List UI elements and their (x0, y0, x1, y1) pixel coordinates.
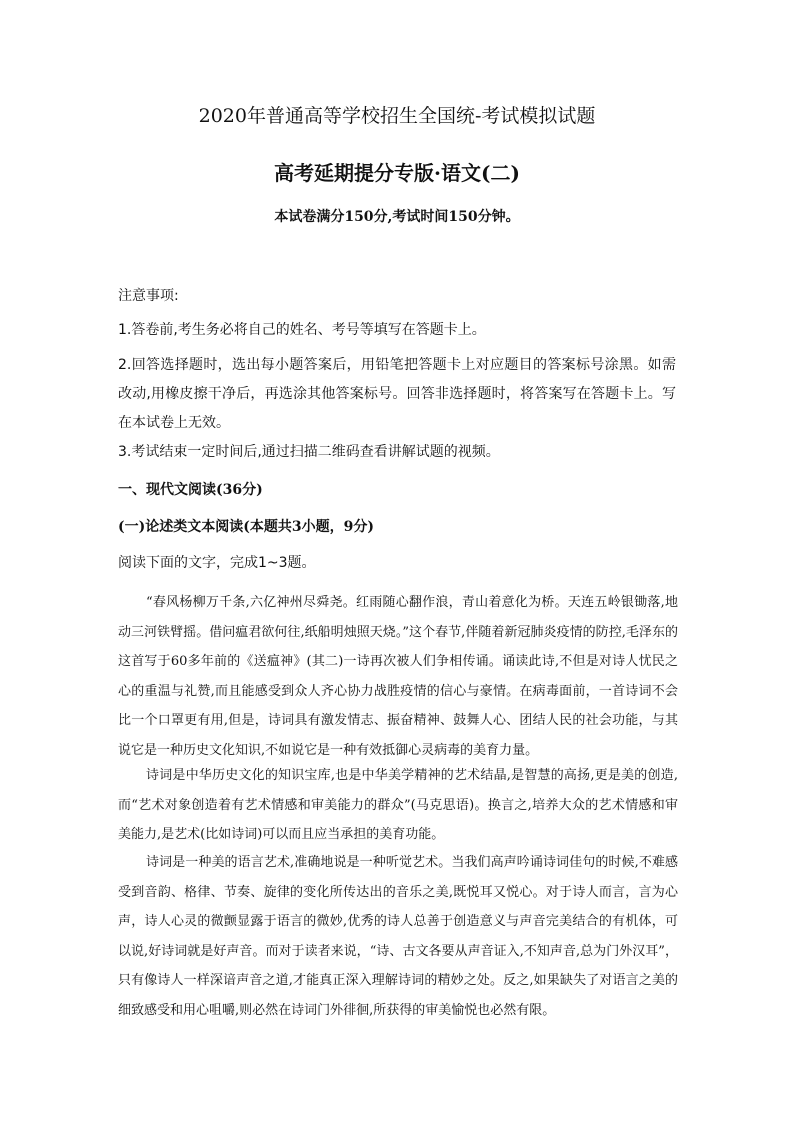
notice-item-1: 1.答卷前,考生务必将自己的姓名、考号等填写在答题卡上。 (118, 322, 486, 338)
passage-paragraph-3: 诗词是一种美的语言艺术,准确地说是一种听觉艺术。当我们高声吟诵诗词佳句的时候,不难感受到音韵、格律、节奏、旋律的变化所传达出的音乐之美,既悦耳又悦心。对于诗人而言，言为心声，诗人心灵的微颤显露于语言的微妙,优秀的诗人总善于创造意义与声音完美结合的有机体，可以说,好诗词就是好声音。而对于读者来说，“诗、古文各要从声音证入,不知声音,总为门外汉耳”，只有像诗人一样深谙声音之道,才能真正深入理解诗词的精妙之处。反之,如果缺失了对语言之美的细致感受和用心咀嚼,则必然在诗词门外徘徊,所获得的审美愉悦也必然有限。 (118, 855, 678, 1018)
notice-item-3: 3.考试结束一定时间后,通过扫描二维码查看讲解试题的视频。 (118, 444, 500, 460)
exam-info: 本试卷满分150分,考试时间150分钟。 (274, 209, 520, 225)
passage-paragraph-1: “春风杨柳万千条,六亿神州尽舜尧。红雨随心翻作浪，青山着意化为桥。天连五岭银锄落,地动三河铁臂摇。借问瘟君欲何往,纸船明烛照天烧。”这个春节,伴随着新冠肺炎疫情的防控,毛泽东的这首写于60多年前的《送瘟神》(其二)一诗再次被人们争相传诵。诵读此诗,不但是对诗人忧民之心的重温与礼赞,而且能感受到众人齐心协力战胜疫情的信心与豪情。在病毒面前，一首诗词不会比一个口罩更有用,但是，诗词具有激发情志、振奋精神、鼓舞人心、团结人民的社会功能，与其说它是一种历史文化知识,不如说它是一种有效抵御心灵病毒的美育力量。 (118, 595, 678, 758)
notice-item-2: 2.回答选择题时，选出每小题答案后，用铅笔把答题卡上对应题目的答案标号涂黑。如需改动,用橡皮擦干净后，再选涂其他答案标号。回答非选择题时，将答案写在答题卡上。写在本试卷上无效。 (118, 357, 676, 431)
document-title: 2020年普通高等学校招生全国统-考试模拟试题 (198, 105, 596, 127)
section-heading: 一、现代文阅读(36分) (118, 482, 263, 498)
passage-paragraph-2: 诗词是中华历史文化的知识宝库,也是中华美学精神的艺术结晶,是智慧的高扬,更是美的创造,而“艺术对象创造着有艺术情感和审美能力的群众”(马克思语)。换言之,培养大众的艺术情感和审美能力,是艺术(比如诗词)可以而且应当承担的美育功能。 (118, 768, 678, 842)
notice-heading: 注意事项: (118, 288, 179, 304)
section-sub-heading: (一)论述类文本阅读(本题共3小题，9分) (118, 519, 374, 535)
document-subtitle: 高考延期提分专版·语文(二) (274, 161, 520, 185)
reading-instruction: 阅读下面的文字，完成1~3题。 (118, 555, 316, 571)
